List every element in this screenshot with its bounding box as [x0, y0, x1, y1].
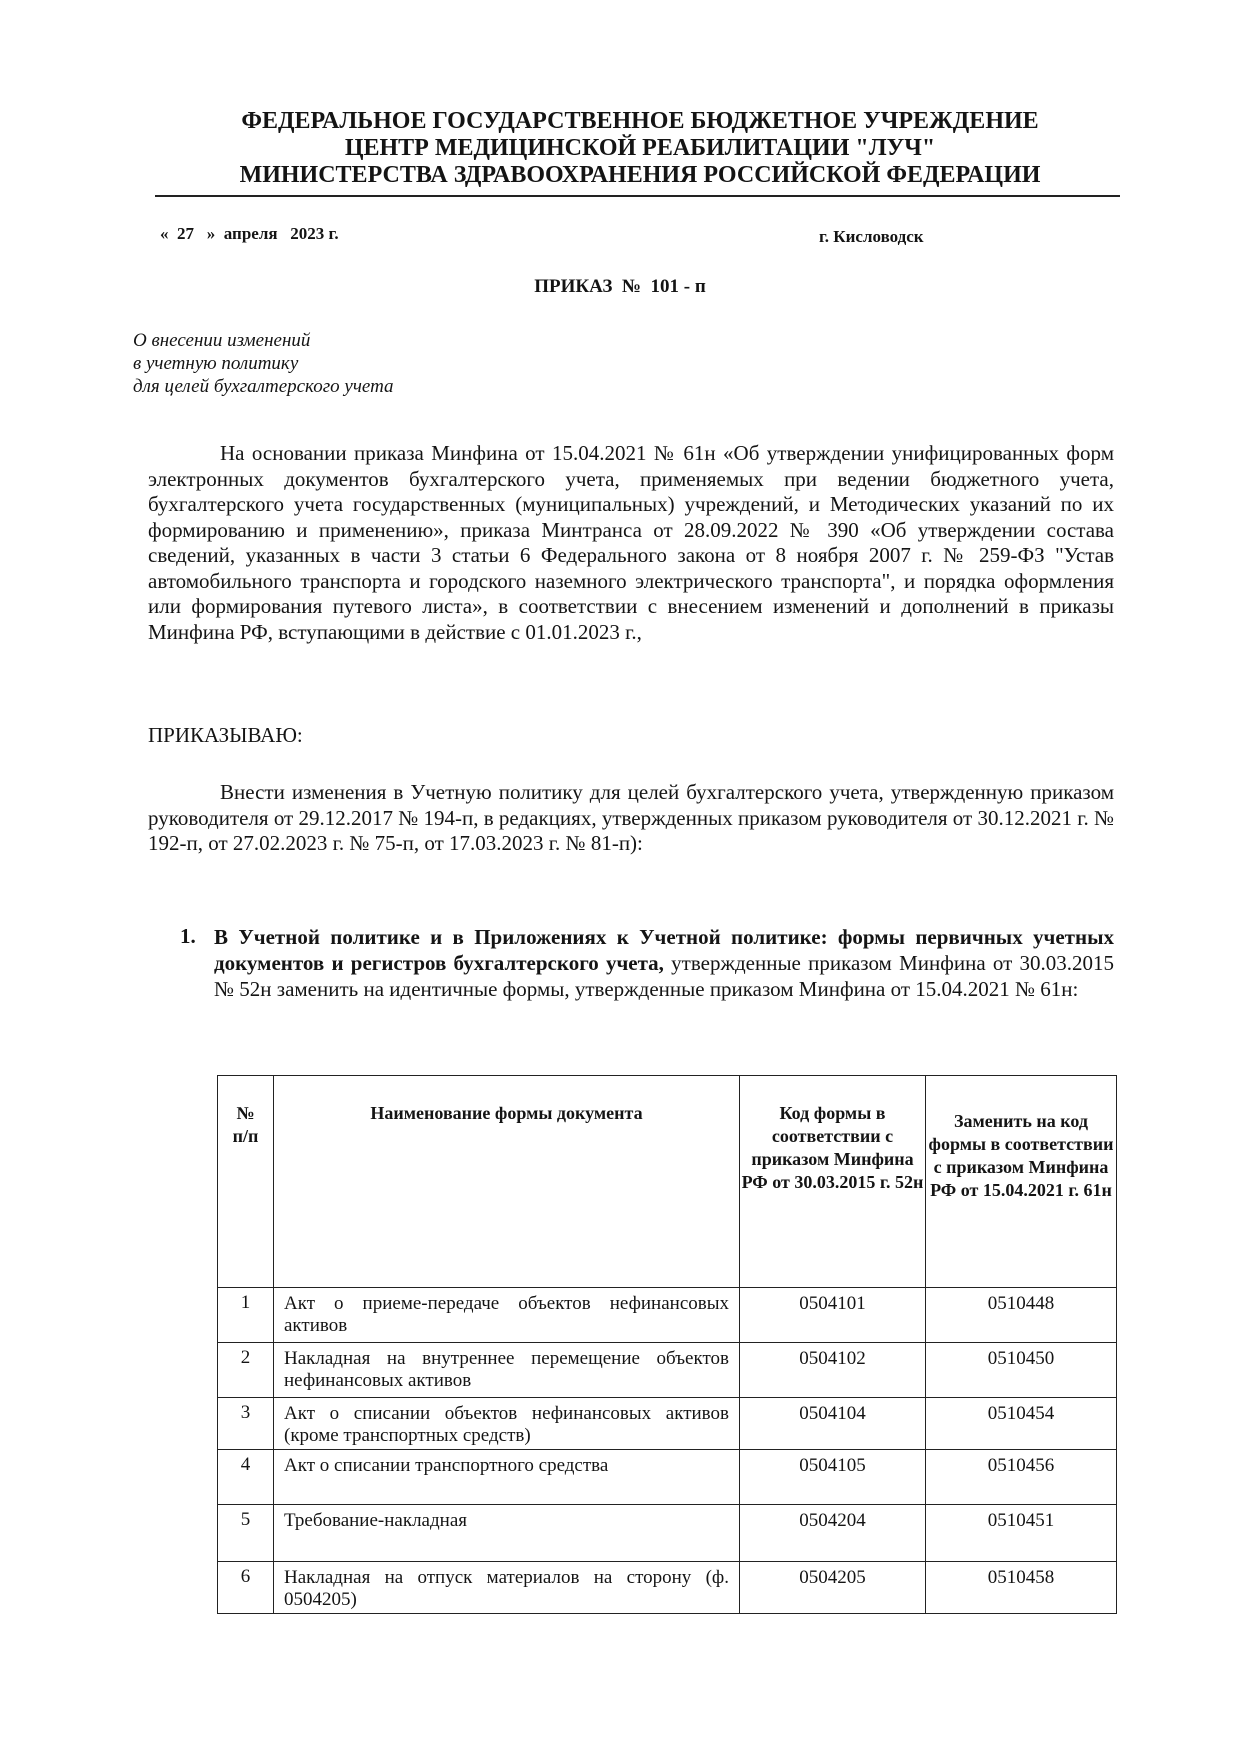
row-old-code: 0504101 [740, 1288, 926, 1343]
decree-word: ПРИКАЗЫВАЮ: [148, 723, 303, 747]
organization-header [160, 108, 1120, 189]
order-date: « 27 » апреля 2023 г. [160, 224, 339, 243]
row-new-code: 0510451 [926, 1505, 1117, 1562]
changes-paragraph: Внести изменения в Учетную политику для целей бухгалтерского учета, утвержденную приказом руководителя от 29.12.2017 № 194-п, в редакциях, утвержденных приказом руководителя от 30.12.2021 г. № 192-п, от 27.02.2023 г. № 75-п, от 17.03.2023 г. № 81-п): [148, 780, 1114, 855]
order-title: ПРИКАЗ № 101 - п [534, 276, 706, 297]
row-form-name: Накладная на отпуск материалов на сторону (ф. 0504205) [274, 1562, 740, 1614]
row-num: 1 [218, 1288, 274, 1343]
header-form-name: Наименование формы документа [274, 1076, 740, 1288]
table-row [218, 1288, 1117, 1343]
row-new-code: 0510458 [926, 1562, 1117, 1614]
subject-line-2: в учетную политику [133, 353, 299, 374]
forms-table [217, 1075, 1117, 1614]
row-form-name: Акт о списании транспортного средства [274, 1450, 740, 1505]
table-row [218, 1505, 1117, 1562]
row-old-code: 0504102 [740, 1343, 926, 1398]
row-new-code: 0510456 [926, 1450, 1117, 1505]
header-line-1: ФЕДЕРАЛЬНОЕ ГОСУДАРСТВЕННОЕ БЮДЖЕТНОЕ УЧРЕЖДЕНИЕ [241, 108, 1039, 134]
table-header-row [218, 1076, 1117, 1288]
row-num: 5 [218, 1505, 274, 1562]
row-form-name: Требование-накладная [274, 1505, 740, 1562]
item-1-text [214, 924, 1114, 1002]
subject-line-3: для целей бухгалтерского учета [133, 376, 394, 397]
row-old-code: 0504104 [740, 1398, 926, 1450]
item-1-number: 1. [180, 924, 196, 948]
row-old-code: 0504205 [740, 1562, 926, 1614]
header-line-2: ЦЕНТР МЕДИЦИНСКОЙ РЕАБИЛИТАЦИИ "ЛУЧ" [344, 135, 936, 161]
item-1-bold-text: В Учетной политике и в Приложениях к Учетной политике: формы первичных учетных документов и регистров бухгалтерского учета, [214, 925, 1114, 975]
preamble-paragraph: На основании приказа Минфина от 15.04.2021 № 61н «Об утверждении унифицированных форм электронных документов бухгалтерского учета, применяемых при ведении бюджетного учета, бухгалтерского учета государственных (муниципальных) учреждений, и Методических указаний по их формированию и применению», приказа Минтранса от 28.09.2022 № 390 «Об утверждении состава сведений, указанных в части 3 статьи 6 Федерального закона от 8 ноября 2007 г. № 259-ФЗ "Устав автомобильного транспорта и городского наземного электрического транспорта", и порядка оформления или формирования путевого листа», в соответствии с внесением изменений и дополнений в приказы Минфина РФ, вступающими в действие с 01.01.2023 г., [148, 441, 1114, 644]
row-num: 2 [218, 1343, 274, 1398]
header-line-3: МИНИСТЕРСТВА ЗДРАВООХРАНЕНИЯ РОССИЙСКОЙ ФЕДЕРАЦИИ [239, 162, 1041, 188]
order-city: г. Кисловодск [819, 227, 924, 246]
header-num-symbol: № [236, 1103, 255, 1123]
table-row [218, 1343, 1117, 1398]
row-old-code: 0504105 [740, 1450, 926, 1505]
row-old-code: 0504204 [740, 1505, 926, 1562]
table-row [218, 1450, 1117, 1505]
table-row [218, 1398, 1117, 1450]
header-num-abbr: п/п [232, 1126, 259, 1146]
item-1-rest-text: утвержденные приказом Минфина от 30.03.2015 № 52н заменить на идентичные формы, утвержденные приказом Минфина от 15.04.2021 № 61н: [214, 951, 1114, 1001]
row-new-code: 0510454 [926, 1398, 1117, 1450]
row-new-code: 0510450 [926, 1343, 1117, 1398]
row-form-name: Акт о списании объектов нефинансовых активов (кроме транспортных средств) [274, 1398, 740, 1450]
row-num: 6 [218, 1562, 274, 1614]
row-form-name: Акт о приеме-передаче объектов нефинансовых активов [274, 1288, 740, 1343]
table-row [218, 1562, 1117, 1614]
row-new-code: 0510448 [926, 1288, 1117, 1343]
header-new-code: Заменить на код формы в соответствии с приказом Минфина РФ от 15.04.2021 г. 61н [926, 1076, 1117, 1288]
order-subject [133, 329, 394, 398]
header-num [218, 1076, 274, 1288]
subject-line-1: О внесении изменений [133, 330, 311, 351]
header-divider [155, 195, 1120, 197]
header-old-code: Код формы в соответствии с приказом Минфина РФ от 30.03.2015 г. 52н [740, 1076, 926, 1288]
row-num: 4 [218, 1450, 274, 1505]
row-num: 3 [218, 1398, 274, 1450]
row-form-name: Накладная на внутреннее перемещение объектов нефинансовых активов [274, 1343, 740, 1398]
